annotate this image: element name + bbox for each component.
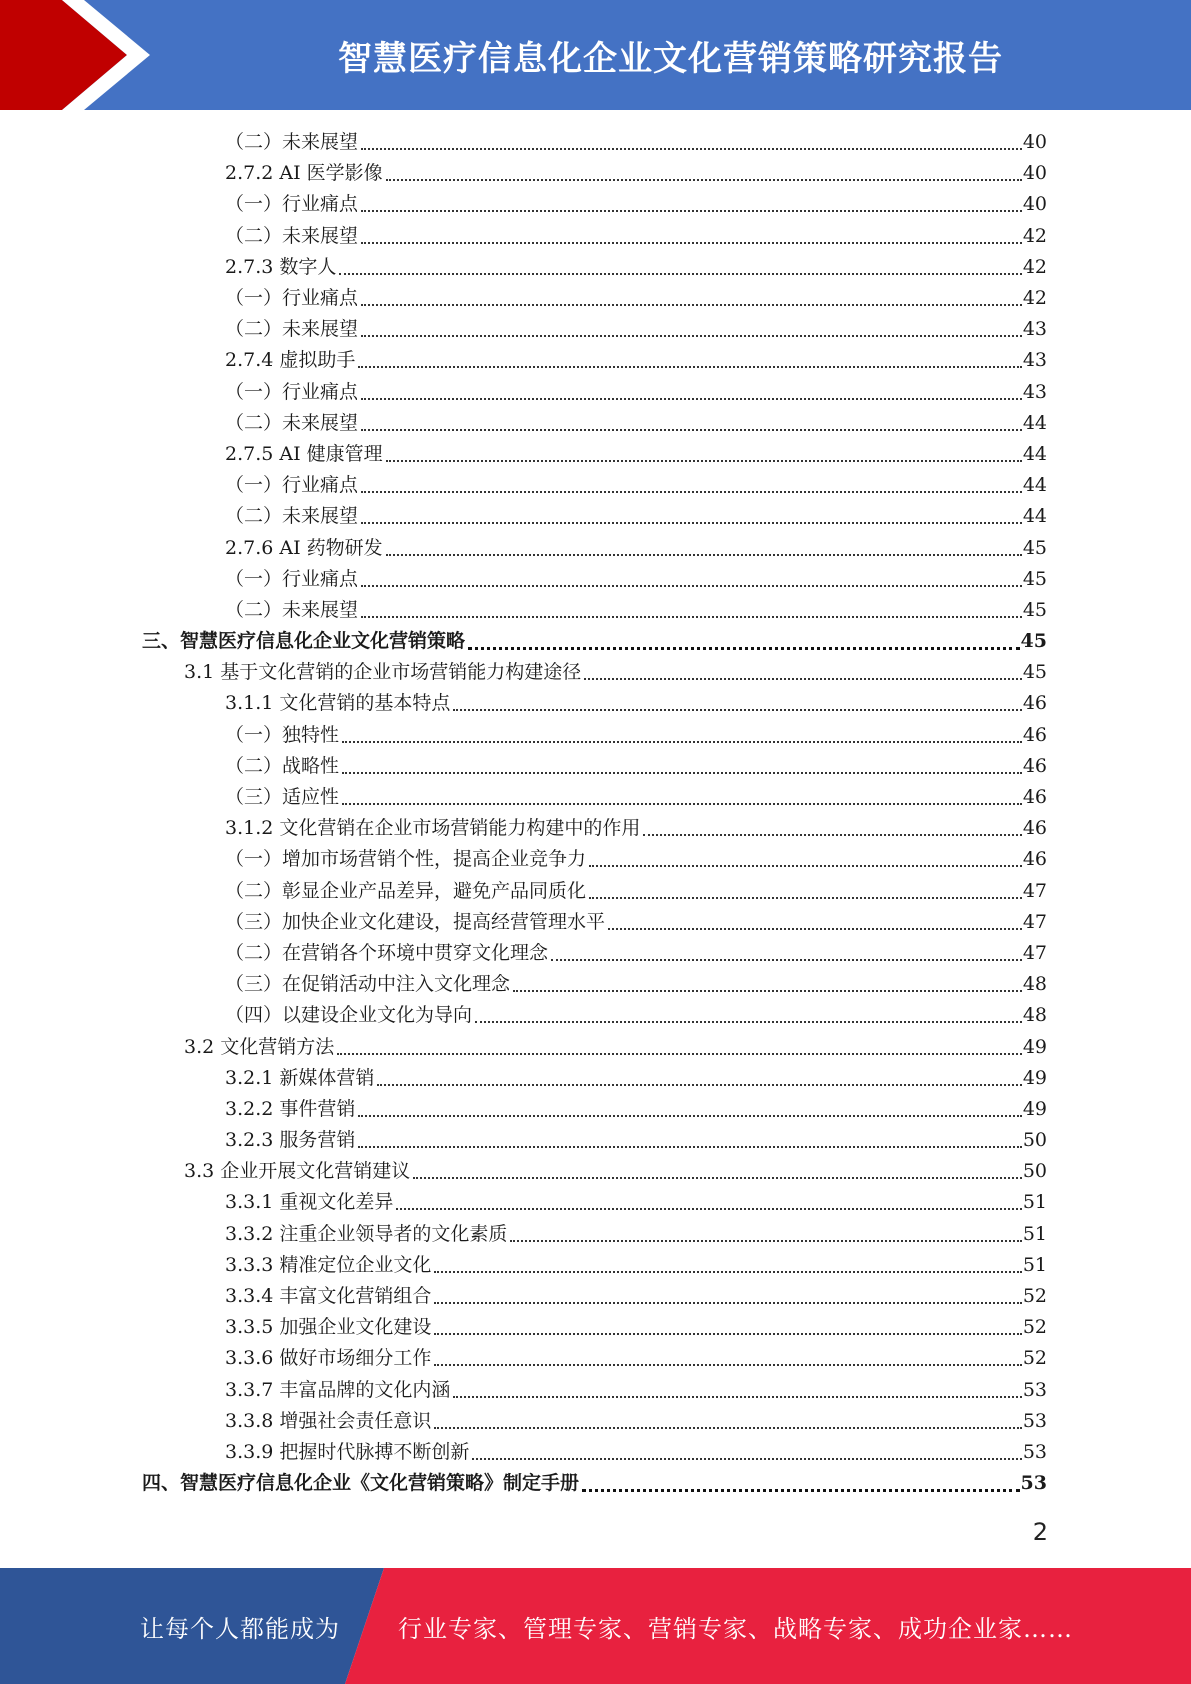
toc-dot-leader [584,657,1022,688]
toc-entry-page: 46 [1022,692,1047,715]
toc-dot-leader [361,470,1022,501]
toc-entry-page: 45 [1020,630,1047,653]
toc-dot-leader [361,314,1022,345]
toc-entry[interactable] [0,782,1191,813]
toc-entry[interactable] [0,688,1191,719]
toc-entry-title: （一）增加市场营销个性，提高企业竞争力 [225,848,587,871]
toc-entry[interactable] [0,1406,1191,1437]
toc-entry-title: 3.3.4 丰富文化营销组合 [225,1285,432,1308]
toc-dot-leader [551,938,1022,969]
toc-entry-page: 47 [1022,910,1047,933]
toc-entry[interactable] [0,1125,1191,1156]
toc-entry-page: 43 [1022,318,1047,341]
toc-entry[interactable] [0,189,1191,220]
toc-entry-title: （二）战略性 [225,754,340,777]
toc-entry[interactable] [0,844,1191,875]
toc-entry-title: （四）以建设企业文化为导向 [225,1004,473,1027]
toc-entry-page: 40 [1022,193,1047,216]
toc-dot-leader [361,408,1022,439]
toc-entry-title: （三）在促销活动中注入文化理念 [225,973,511,996]
toc-dot-leader [361,283,1022,314]
toc-entry-title: 3.3.6 做好市场细分工作 [225,1347,432,1370]
toc-entry-title: （一）独特性 [225,723,340,746]
toc-entry-page: 43 [1022,349,1047,372]
toc-dot-leader [582,1468,1020,1499]
toc-entry-page: 46 [1022,723,1047,746]
toc-entry-page: 44 [1022,442,1047,465]
toc-entry-title: 3.3.2 注重企业领导者的文化素质 [225,1222,508,1245]
toc-entry-title: 2.7.6 AI 药物研发 [225,536,383,559]
toc-dot-leader [413,1156,1022,1187]
toc-entry-page: 45 [1022,598,1047,621]
toc-dot-leader [472,1437,1021,1468]
toc-entry-page: 51 [1022,1191,1047,1214]
toc-entry-title: （二）未来展望 [225,505,359,528]
toc-entry[interactable] [0,907,1191,938]
toc-entry-page: 47 [1022,879,1047,902]
toc-entry-page: 42 [1022,224,1047,247]
toc-entry[interactable] [0,158,1191,189]
toc-entry[interactable] [0,1063,1191,1094]
toc-entry-title: 2.7.5 AI 健康管理 [225,442,383,465]
toc-entry-title: 2.7.4 虚拟助手 [225,349,356,372]
toc-entry[interactable] [0,314,1191,345]
toc-entry-title: 四、智慧医疗信息化企业《文化营销策略》制定手册 [142,1472,580,1495]
toc-entry-title: 3.1 基于文化营销的企业市场营销能力构建途径 [184,661,582,684]
toc-dot-leader [468,626,1020,657]
toc-dot-leader [361,377,1022,408]
toc-entry-page: 48 [1022,973,1047,996]
toc-entry-title: （二）在营销各个环境中贯穿文化理念 [225,941,549,964]
toc-entry-title: （一）行业痛点 [225,567,359,590]
toc-entry[interactable] [0,657,1191,688]
toc-entry[interactable] [0,1219,1191,1250]
toc-entry[interactable] [0,377,1191,408]
toc-entry[interactable] [0,1031,1191,1062]
toc-entry-title: 3.2.1 新媒体营销 [225,1066,375,1089]
toc-entry-title: 3.3.5 加强企业文化建设 [225,1316,432,1339]
toc-dot-leader [643,813,1021,844]
toc-dot-leader [475,1000,1022,1031]
toc-dot-leader [361,501,1022,532]
toc-dot-leader [342,751,1022,782]
toc-entry-title: （二）未来展望 [225,131,359,154]
toc-entry[interactable] [0,751,1191,782]
toc-entry-title: （一）行业痛点 [225,380,359,403]
toc-entry[interactable] [0,501,1191,532]
toc-dot-leader [386,439,1022,470]
toc-entry-title: 2.7.2 AI 医学影像 [225,162,383,185]
toc-entry-page: 49 [1022,1097,1047,1120]
toc-entry-page: 53 [1022,1378,1047,1401]
toc-dot-leader [434,1250,1021,1281]
toc-entry-title: 3.2.3 服务营销 [225,1129,356,1152]
toc-dot-leader [513,969,1022,1000]
toc-entry-page: 46 [1022,817,1047,840]
toc-entry[interactable] [0,1281,1191,1312]
toc-entry[interactable] [0,470,1191,501]
toc-dot-leader [434,1312,1021,1343]
toc-entry[interactable] [0,439,1191,470]
toc-entry[interactable] [0,720,1191,751]
toc-dot-leader [358,1094,1021,1125]
toc-dot-leader [434,1343,1021,1374]
toc-entry[interactable] [0,626,1191,657]
page-footer [0,1568,1191,1684]
toc-entry[interactable] [0,1468,1191,1499]
toc-entry-title: （一）行业痛点 [225,193,359,216]
toc-entry[interactable] [0,1094,1191,1125]
toc-dot-leader [396,1187,1021,1218]
toc-entry-page: 43 [1022,380,1047,403]
toc-entry[interactable] [0,595,1191,626]
page-number: 2 [1032,1518,1048,1546]
toc-entry-title: （三）加快企业文化建设，提高经营管理水平 [225,910,606,933]
toc-entry-page: 52 [1022,1285,1047,1308]
toc-entry-title: 3.2.2 事件营销 [225,1097,356,1120]
toc-entry-page: 40 [1022,131,1047,154]
toc-entry-page: 45 [1022,536,1047,559]
toc-entry-title: 3.3 企业开展文化营销建议 [184,1160,411,1183]
toc-entry[interactable] [0,345,1191,376]
document-title: 智慧医疗信息化企业文化营销策略研究报告 [338,38,1003,79]
toc-entry-title: 3.3.7 丰富品牌的文化内涵 [225,1378,451,1401]
toc-entry-title: （一）行业痛点 [225,287,359,310]
toc-dot-leader [434,1281,1021,1312]
toc-dot-leader [339,252,1021,283]
toc-entry[interactable] [0,408,1191,439]
toc-dot-leader [342,782,1022,813]
toc-entry-title: （二）彰显企业产品差异，避免产品同质化 [225,879,587,902]
toc-entry-title: 3.3.8 增强社会责任意识 [225,1409,432,1432]
toc-entry[interactable] [0,221,1191,252]
toc-entry[interactable] [0,283,1191,314]
toc-dot-leader [434,1406,1021,1437]
toc-entry-page: 49 [1022,1035,1047,1058]
toc-dot-leader [386,158,1022,189]
toc-entry-page: 42 [1022,287,1047,310]
toc-entry-title: （二）未来展望 [225,224,359,247]
toc-dot-leader [361,127,1022,158]
toc-entry-title: 2.7.3 数字人 [225,255,337,278]
toc-entry-title: （二）未来展望 [225,598,359,621]
toc-dot-leader [377,1063,1021,1094]
toc-entry[interactable] [0,938,1191,969]
toc-entry-page: 46 [1022,848,1047,871]
toc-dot-leader [358,345,1021,376]
toc-entry[interactable] [0,1343,1191,1374]
toc-entry-page: 40 [1022,162,1047,185]
toc-entry-title: 3.2 文化营销方法 [184,1035,335,1058]
toc-entry-title: （二）未来展望 [225,411,359,434]
toc-entry-title: （一）行业痛点 [225,474,359,497]
toc-dot-leader [361,221,1022,252]
toc-entry-page: 44 [1022,505,1047,528]
toc-entry[interactable] [0,532,1191,563]
toc-dot-leader [342,720,1022,751]
toc-entry[interactable] [0,969,1191,1000]
footer-slogan-right: 行业专家、管理专家、营销专家、战略专家、成功企业家…… [398,1614,1073,1643]
toc-dot-leader [337,1032,1022,1063]
toc-entry-page: 45 [1022,567,1047,590]
toc-entry[interactable] [0,1156,1191,1187]
toc-entry[interactable] [0,813,1191,844]
toc-entry-page: 52 [1022,1316,1047,1339]
toc-dot-leader [358,1125,1021,1156]
page-header [0,0,1191,110]
toc-dot-leader [386,533,1022,564]
toc-dot-leader [608,907,1022,938]
footer-slogan-left: 让每个人都能成为 [140,1614,340,1643]
toc-entry-page: 48 [1022,1004,1047,1027]
toc-entry-page: 50 [1022,1160,1047,1183]
toc-entry-title: 3.3.9 把握时代脉搏不断创新 [225,1440,470,1463]
toc-entry[interactable] [0,1312,1191,1343]
toc-entry-title: 3.1.2 文化营销在企业市场营销能力构建中的作用 [225,817,641,840]
toc-entry-page: 52 [1022,1347,1047,1370]
toc-entry-page: 49 [1022,1066,1047,1089]
toc-entry[interactable] [0,564,1191,595]
toc-entry-title: 3.1.1 文化营销的基本特点 [225,692,451,715]
toc-entry[interactable] [0,876,1191,907]
toc-entry[interactable] [0,1250,1191,1281]
toc-entry-page: 53 [1022,1440,1047,1463]
table-of-contents [0,127,1191,1499]
toc-entry[interactable] [0,252,1191,283]
toc-entry[interactable] [0,1375,1191,1406]
toc-entry[interactable] [0,1437,1191,1468]
toc-entry-page: 53 [1020,1472,1047,1495]
toc-dot-leader [510,1219,1021,1250]
toc-entry-page: 44 [1022,411,1047,434]
toc-dot-leader [361,564,1022,595]
toc-entry[interactable] [0,1187,1191,1218]
toc-dot-leader [361,189,1022,220]
toc-entry-page: 46 [1022,786,1047,809]
toc-entry-title: 3.3.1 重视文化差异 [225,1191,394,1214]
toc-dot-leader [453,688,1021,719]
toc-dot-leader [361,595,1022,626]
toc-entry-page: 51 [1022,1222,1047,1245]
toc-entry[interactable] [0,1000,1191,1031]
toc-entry-page: 45 [1022,661,1047,684]
toc-dot-leader [589,844,1022,875]
toc-entry-page: 42 [1022,255,1047,278]
toc-entry-page: 44 [1022,474,1047,497]
toc-entry-page: 46 [1022,754,1047,777]
toc-entry[interactable] [0,127,1191,158]
toc-entry-page: 50 [1022,1129,1047,1152]
toc-entry-title: （二）未来展望 [225,318,359,341]
toc-dot-leader [453,1375,1021,1406]
toc-entry-title: 3.3.3 精准定位企业文化 [225,1253,432,1276]
toc-entry-title: 三、智慧医疗信息化企业文化营销策略 [142,630,466,653]
toc-entry-page: 51 [1022,1253,1047,1276]
toc-dot-leader [589,876,1022,907]
toc-entry-page: 53 [1022,1409,1047,1432]
toc-entry-page: 47 [1022,941,1047,964]
toc-entry-title: （三）适应性 [225,786,340,809]
